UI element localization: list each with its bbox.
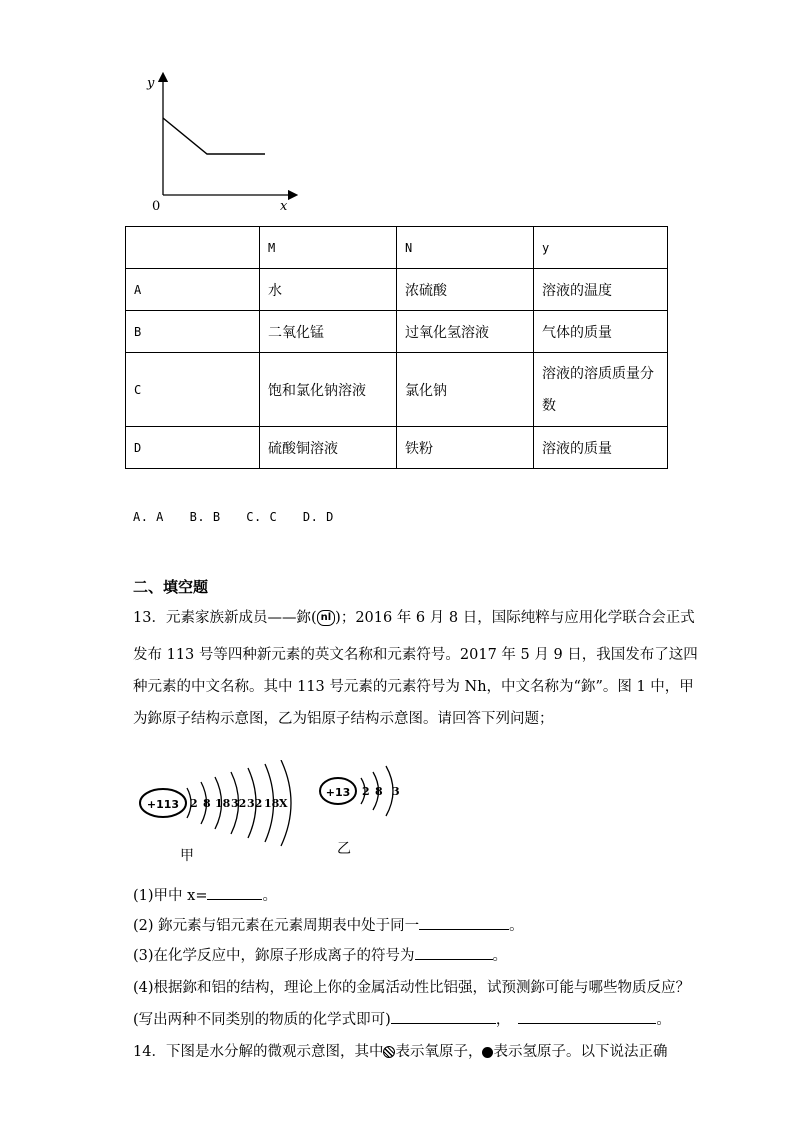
- table-cell: [534, 353, 668, 427]
- sub-question-2: [133, 914, 673, 935]
- options-table: [125, 226, 668, 469]
- shell-number: 32: [231, 797, 247, 810]
- cell-line: 溶液的溶质质量分: [542, 365, 654, 382]
- q-text: 表示氧原子，: [395, 1044, 483, 1060]
- row-label: C: [126, 353, 260, 427]
- choice-a[interactable]: A. A: [133, 510, 164, 524]
- row-label: B: [126, 311, 260, 353]
- q13-text: )；2016 年 6 月 8 日，国际纯粹与应用化学联合会正式: [335, 610, 695, 626]
- q13-line3: 种元素的中文名称。其中 113 号元素的元素符号为 Nh，中文名称为“鉨”。图 1 中，甲: [133, 679, 694, 695]
- table-header-n: N: [397, 227, 534, 269]
- cell-line: 数: [542, 397, 556, 414]
- shell-number: 2: [362, 785, 370, 798]
- sub-question-4-line2: [133, 1008, 673, 1029]
- origin-label: 0: [152, 199, 161, 214]
- q-text: (2) 鉨元素与铝元素在元素周期表中处于同一: [133, 918, 420, 934]
- shell-number: 32: [247, 797, 263, 810]
- table-header-y: y: [534, 227, 668, 269]
- x-axis-label: x: [280, 199, 288, 214]
- choice-b[interactable]: B. B: [189, 510, 221, 524]
- row-label: A: [126, 269, 260, 311]
- table-cell: 溶液的质量: [534, 427, 668, 469]
- sub-question-4: (4)根据鉨和铝的结构，理论上你的金属活动性比铝强，试预测鉨可能与哪些物质反应？: [133, 980, 691, 996]
- shell-number: 8: [375, 785, 383, 798]
- sub-question-1: [133, 884, 673, 905]
- answer-choices: [133, 510, 352, 524]
- table-cell: 铁粉: [397, 427, 534, 469]
- answer-blank[interactable]: [391, 1022, 496, 1024]
- shell-number: X: [279, 797, 288, 810]
- q-text: 。: [656, 1012, 671, 1028]
- q-text: (1)甲中 x=: [133, 888, 208, 904]
- y-axis-label: y: [147, 76, 155, 91]
- table-cell: 氯化钠: [397, 353, 534, 427]
- shell-number: 2: [190, 797, 198, 810]
- q13-line4: 为鉨原子结构示意图，乙为铝原子结构示意图。请回答下列问题；: [133, 711, 554, 727]
- table-row: [126, 427, 668, 469]
- table-header-m: M: [260, 227, 397, 269]
- answer-blank[interactable]: [518, 1022, 656, 1024]
- oxygen-atom-icon: [383, 1046, 395, 1058]
- q14-line1: [133, 1040, 673, 1061]
- hydrogen-atom-icon: [482, 1047, 493, 1058]
- shell-number: 3: [392, 785, 400, 798]
- table-cell: 过氧化氢溶液: [397, 311, 534, 353]
- q-text: (写出两种不同类别的物质的化学式即可): [133, 1012, 391, 1028]
- section-title: 二、填空题: [133, 578, 209, 596]
- answer-blank[interactable]: [415, 958, 493, 960]
- answer-blank[interactable]: [207, 898, 262, 900]
- shell-number: 18: [215, 797, 231, 810]
- table-cell: 硫酸铜溶液: [260, 427, 397, 469]
- shell-number: 18: [264, 797, 280, 810]
- shell-number: 8: [203, 797, 211, 810]
- graph-line: [163, 118, 265, 154]
- q13-line2: 发布 113 号等四种新元素的英文名称和元素符号。2017 年 5 月 9 日，我国发布了这四: [133, 647, 698, 663]
- sub-question-3: [133, 944, 673, 965]
- q13-line1: [133, 606, 695, 627]
- nucleus-yi-label: +13: [325, 786, 351, 799]
- atom-jia-label: 甲: [180, 848, 194, 864]
- table-row: [126, 311, 668, 353]
- atom-yi-label: 乙: [337, 841, 351, 857]
- q-text: (3)在化学反应中，鉨原子形成离子的符号为: [133, 948, 415, 964]
- q-text: 。: [492, 948, 508, 964]
- table-cell: 饱和氯化钠溶液: [260, 353, 397, 427]
- table-cell: 二氧化锰: [260, 311, 397, 353]
- table-row: [126, 269, 668, 311]
- q-text: 。: [262, 888, 277, 904]
- table-cell: [126, 227, 260, 269]
- table-header-row: [126, 227, 668, 269]
- table-cell: 溶液的温度: [534, 269, 668, 311]
- q-text: 。: [509, 918, 524, 934]
- row-label: D: [126, 427, 260, 469]
- nucleus-jia-label: +113: [146, 798, 180, 811]
- table-cell: 水: [260, 269, 397, 311]
- choice-c[interactable]: C. C: [246, 510, 278, 524]
- choice-d[interactable]: D. D: [302, 510, 334, 524]
- line-graph: [135, 65, 305, 215]
- q-text: 14．下图是水分解的微观示意图，其中: [133, 1044, 384, 1060]
- nh-symbol-icon: nl: [317, 610, 336, 626]
- q13-text: 13．元素家族新成员——鉨(: [133, 610, 317, 626]
- q-text: ，: [495, 1012, 511, 1028]
- table-cell: 气体的质量: [534, 311, 668, 353]
- table-cell: 浓硫酸: [397, 269, 534, 311]
- q-text: 表示氢原子。以下说法正确: [493, 1044, 668, 1060]
- atom-structure-diagram: [135, 760, 435, 870]
- answer-blank[interactable]: [419, 928, 509, 930]
- table-row: [126, 353, 668, 427]
